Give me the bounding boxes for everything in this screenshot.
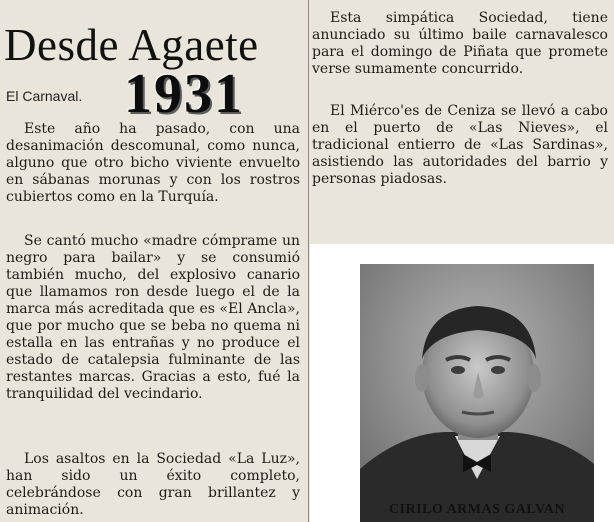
portrait-image [360,264,594,522]
photo-frame [310,244,614,522]
photo-caption: CIRILO ARMAS GALVAN [389,502,565,517]
column-divider [308,0,309,522]
right-paragraph-1: Esta simpática Sociedad, tiene anunciado su último baile carnavalesco para el domingo de Piñata que promete verse sumamente concurrido. [312,10,608,77]
section-label: El Carnaval. [6,88,83,104]
left-paragraph-1: Este año ha pasado, con una desanimación descomunal, como nunca, alguno que otro bicho viviente envuelto en sábanas morunas y con los rostros cubiertos como en la Turquía. [6,121,300,205]
left-paragraph-2: Se cantó mucho «madre cómprame un negro para bailar» y se consumió también mucho, del explosivo canario que llamamos ron desde luego el de la marca más acreditada que es «El Ancla», que por mucho que se beba no quema ni estalla en las entrañas y no produce el estado de catalepsia fulminante de las restantes marcas. Gracias a esto, fué la tranquilidad del vecindario. [6,233,300,402]
year-overlay: 1931 [124,63,244,125]
article-headline: Desde Agaete [4,20,259,70]
right-paragraph-2: El Miérco'es de Ceniza se llevó a cabo en el puerto de «Las Nieves», el tradicional entierro de «Las Sardinas», asistiendo las autoridades del barrio y personas piadosas. [312,103,608,187]
portrait-photo [360,264,594,522]
left-paragraph-3: Los asaltos en la Sociedad «La Luz», han sido un éxito completo, celebrándose con gran brillantez y animación. [6,451,300,518]
